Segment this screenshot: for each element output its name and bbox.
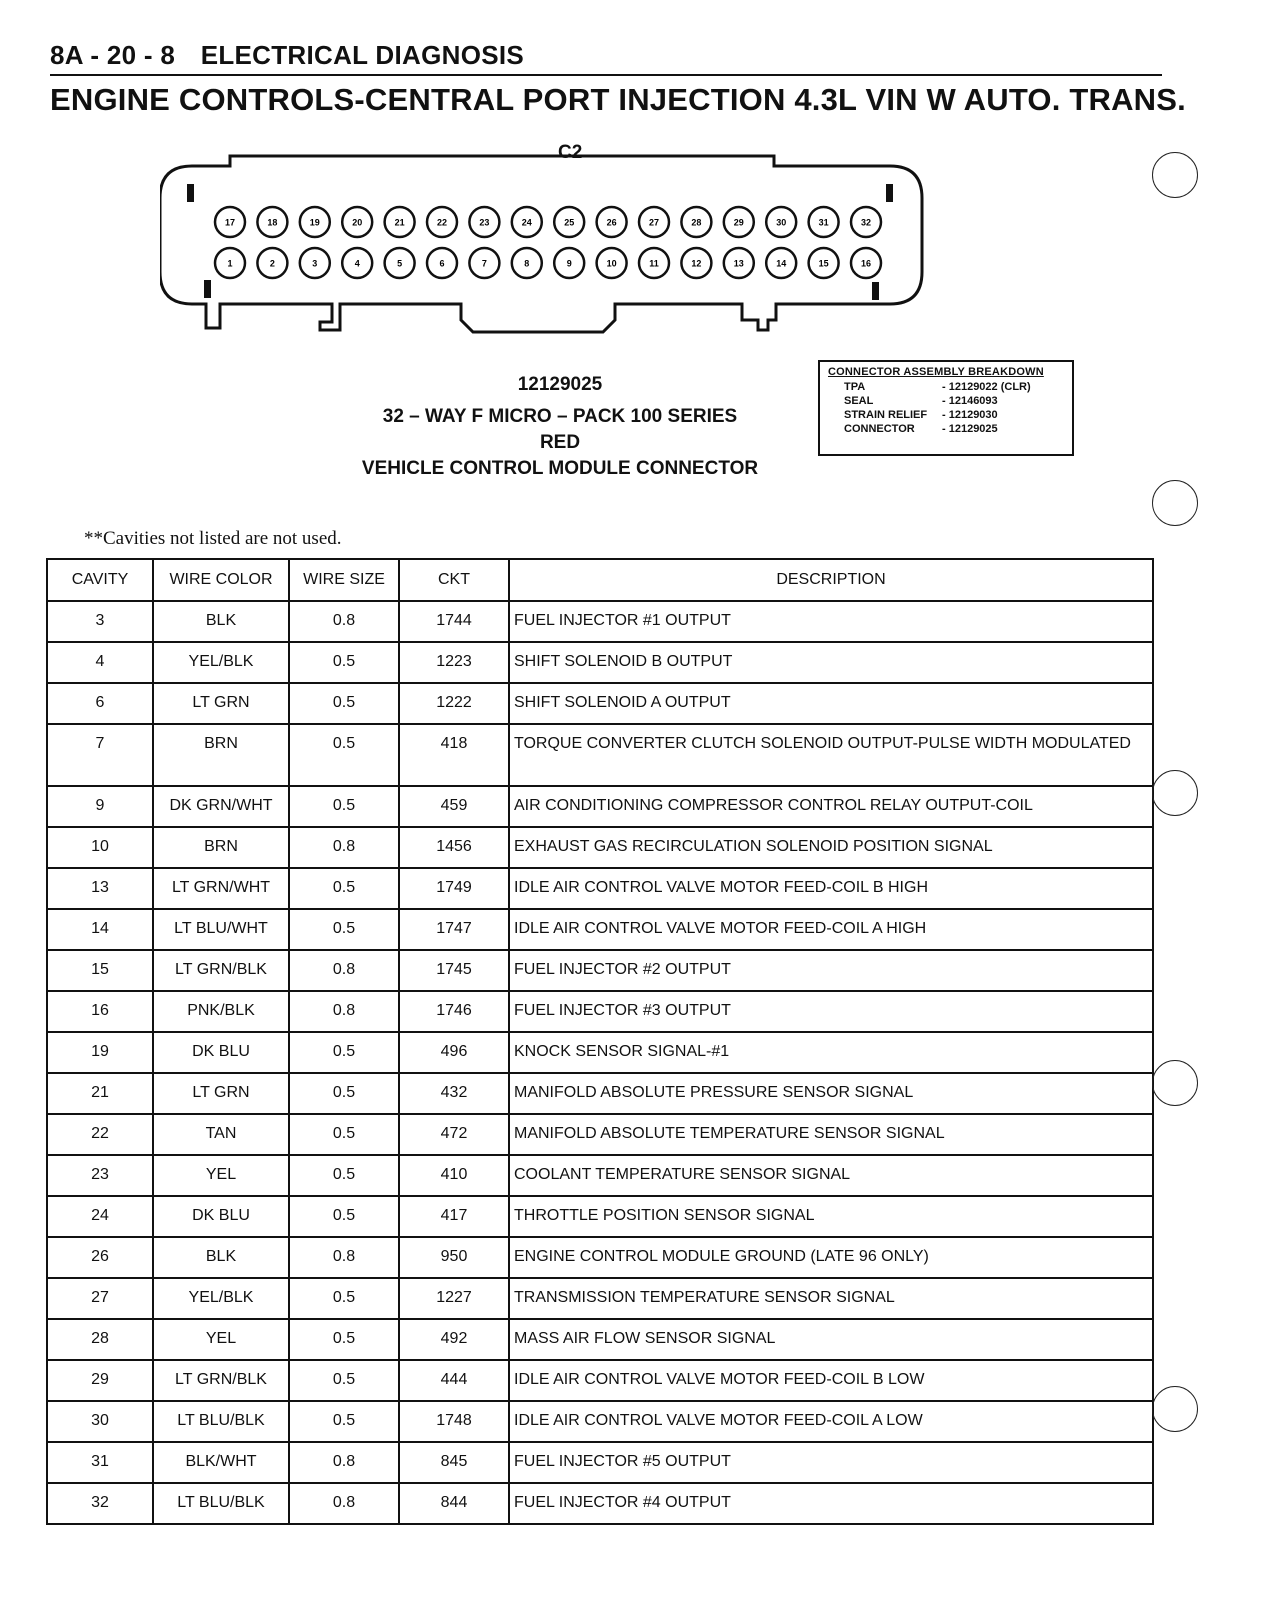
connector-pin-number: 7: [481, 258, 487, 269]
cell-description: SHIFT SOLENOID B OUTPUT: [509, 642, 1153, 683]
assembly-value: - 12129030: [942, 409, 998, 421]
binder-hole: [1152, 770, 1198, 816]
assembly-value: - 12129025: [942, 423, 998, 435]
header-cavity: CAVITY: [47, 559, 153, 601]
cell-cavity: 24: [47, 1196, 153, 1237]
cell-ckt: 410: [399, 1155, 509, 1196]
unused-cavities-note: **Cavities not listed are not used.: [84, 528, 342, 549]
table-row: [47, 1483, 1153, 1524]
connector-pin-number: 1: [227, 258, 233, 269]
binder-hole: [1152, 1060, 1198, 1106]
cell-wire-size: 0.5: [289, 786, 399, 827]
cell-ckt: 418: [399, 724, 509, 786]
connector-pin-number: 21: [394, 217, 405, 228]
cell-ckt: 1745: [399, 950, 509, 991]
table-row: [47, 868, 1153, 909]
cell-ckt: 459: [399, 786, 509, 827]
binder-hole: [1152, 152, 1198, 198]
cell-description: MASS AIR FLOW SENSOR SIGNAL: [509, 1319, 1153, 1360]
assembly-value: - 12129022 (CLR): [942, 381, 1031, 393]
cell-wire-color: LT BLU/BLK: [153, 1483, 289, 1524]
cell-wire-size: 0.5: [289, 1073, 399, 1114]
table-row: [47, 683, 1153, 724]
connector-pin-number: 14: [776, 258, 787, 269]
cell-wire-color: PNK/BLK: [153, 991, 289, 1032]
table-row: [47, 1114, 1153, 1155]
cell-cavity: 28: [47, 1319, 153, 1360]
connector-pin-number: 24: [521, 217, 532, 228]
cell-ckt: 492: [399, 1319, 509, 1360]
pinout-table: [46, 558, 1154, 1525]
cell-wire-size: 0.8: [289, 1483, 399, 1524]
table-row: [47, 950, 1153, 991]
cell-cavity: 6: [47, 683, 153, 724]
cell-cavity: 14: [47, 909, 153, 950]
connector-label: C2: [558, 142, 583, 163]
cell-description: MANIFOLD ABSOLUTE PRESSURE SENSOR SIGNAL: [509, 1073, 1153, 1114]
page-header: [50, 40, 1162, 76]
cell-cavity: 13: [47, 868, 153, 909]
cell-description: FUEL INJECTOR #5 OUTPUT: [509, 1442, 1153, 1483]
cell-ckt: 472: [399, 1114, 509, 1155]
cell-ckt: 1748: [399, 1401, 509, 1442]
connector-pin-number: 26: [606, 217, 617, 228]
cell-wire-color: BRN: [153, 827, 289, 868]
connector-pin-number: 25: [564, 217, 575, 228]
connector-name: VEHICLE CONTROL MODULE CONNECTOR: [361, 458, 759, 479]
cell-ckt: 1456: [399, 827, 509, 868]
table-row: [47, 1401, 1153, 1442]
connector-series: 32 – WAY F MICRO – PACK 100 SERIES: [382, 406, 738, 427]
cell-wire-color: LT GRN: [153, 683, 289, 724]
table-row: [47, 1278, 1153, 1319]
cell-wire-size: 0.8: [289, 950, 399, 991]
table-row: [47, 909, 1153, 950]
cell-cavity: 7: [47, 724, 153, 786]
cell-ckt: 1222: [399, 683, 509, 724]
cell-description: TRANSMISSION TEMPERATURE SENSOR SIGNAL: [509, 1278, 1153, 1319]
cell-ckt: 496: [399, 1032, 509, 1073]
assembly-key: SEAL: [844, 395, 874, 407]
cell-wire-size: 0.8: [289, 601, 399, 642]
connector-pin-number: 20: [352, 217, 363, 228]
connector-pin-number: 16: [860, 258, 872, 269]
cell-wire-color: LT GRN/BLK: [153, 950, 289, 991]
cell-cavity: 21: [47, 1073, 153, 1114]
cell-cavity: 3: [47, 601, 153, 642]
connector-pin-number: 13: [733, 258, 744, 269]
connector-pin-number: 23: [479, 217, 490, 228]
cell-cavity: 29: [47, 1360, 153, 1401]
connector-pin-number: 9: [566, 258, 572, 269]
cell-wire-size: 0.5: [289, 909, 399, 950]
connector-pin-number: 17: [224, 217, 236, 228]
cell-description: FUEL INJECTOR #2 OUTPUT: [509, 950, 1153, 991]
connector-pin-number: 32: [860, 217, 872, 228]
header-ckt: CKT: [399, 559, 509, 601]
cell-wire-size: 0.5: [289, 1032, 399, 1073]
section-number: 8A - 20 - 8: [50, 40, 176, 70]
cell-ckt: 950: [399, 1237, 509, 1278]
assembly-value: - 12146093: [942, 395, 998, 407]
table-row: [47, 1196, 1153, 1237]
cell-description: FUEL INJECTOR #1 OUTPUT: [509, 601, 1153, 642]
connector-pin-number: 27: [648, 217, 660, 228]
page-title: ENGINE CONTROLS-CENTRAL PORT INJECTION 4.3L VIN W AUTO. TRANS.: [50, 82, 1186, 117]
cell-wire-color: LT GRN: [153, 1073, 289, 1114]
connector-pin-number: 22: [436, 217, 448, 228]
connector-pin-number: 5: [397, 258, 403, 269]
cell-wire-size: 0.5: [289, 868, 399, 909]
cell-wire-size: 0.5: [289, 642, 399, 683]
table-row: [47, 1073, 1153, 1114]
connector-pin-number: 31: [818, 217, 829, 228]
connector-pin-number: 28: [691, 217, 702, 228]
cell-cavity: 32: [47, 1483, 153, 1524]
table-row: [47, 827, 1153, 868]
assembly-key: CONNECTOR: [844, 423, 915, 435]
cell-wire-color: TAN: [153, 1114, 289, 1155]
connector-pin-number: 30: [776, 217, 787, 228]
cell-cavity: 15: [47, 950, 153, 991]
table-row: [47, 1155, 1153, 1196]
assembly-row: [828, 394, 1064, 408]
cell-wire-size: 0.8: [289, 827, 399, 868]
cell-description: AIR CONDITIONING COMPRESSOR CONTROL RELAY OUTPUT-COIL: [509, 786, 1153, 827]
table-row: [47, 1237, 1153, 1278]
assembly-key: TPA: [844, 381, 866, 393]
table-row: [47, 724, 1153, 786]
cell-description: FUEL INJECTOR #4 OUTPUT: [509, 1483, 1153, 1524]
cell-wire-size: 0.5: [289, 1114, 399, 1155]
cell-description: TORQUE CONVERTER CLUTCH SOLENOID OUTPUT-PULSE WIDTH MODULATED: [509, 724, 1153, 786]
cell-ckt: 1744: [399, 601, 509, 642]
connector-pin-number: 18: [267, 217, 278, 228]
cell-wire-color: BLK/WHT: [153, 1442, 289, 1483]
cell-wire-color: DK GRN/WHT: [153, 786, 289, 827]
connector-color: RED: [539, 432, 581, 453]
assembly-key: STRAIN RELIEF: [844, 409, 928, 421]
cell-cavity: 22: [47, 1114, 153, 1155]
cell-wire-color: LT GRN/WHT: [153, 868, 289, 909]
assembly-row: [828, 408, 1064, 422]
cell-wire-color: YEL: [153, 1319, 289, 1360]
cell-cavity: 30: [47, 1401, 153, 1442]
cell-wire-color: BLK: [153, 1237, 289, 1278]
cell-ckt: 844: [399, 1483, 509, 1524]
cell-ckt: 1749: [399, 868, 509, 909]
table-row: [47, 991, 1153, 1032]
connector-pin-number: 3: [312, 258, 318, 269]
cell-wire-size: 0.5: [289, 1360, 399, 1401]
cell-wire-size: 0.5: [289, 1155, 399, 1196]
cell-wire-color: BRN: [153, 724, 289, 786]
cell-cavity: 27: [47, 1278, 153, 1319]
table-row: [47, 1319, 1153, 1360]
connector-pin-number: 10: [606, 258, 617, 269]
table-row: [47, 601, 1153, 642]
cell-wire-size: 0.5: [289, 1319, 399, 1360]
cell-wire-size: 0.8: [289, 1237, 399, 1278]
connector-pin-number: 15: [818, 258, 829, 269]
cell-description: COOLANT TEMPERATURE SENSOR SIGNAL: [509, 1155, 1153, 1196]
cell-ckt: 1227: [399, 1278, 509, 1319]
connector-pin-number: 6: [439, 258, 445, 269]
cell-description: IDLE AIR CONTROL VALVE MOTOR FEED-COIL A HIGH: [509, 909, 1153, 950]
cell-wire-color: YEL: [153, 1155, 289, 1196]
cell-wire-size: 0.5: [289, 1278, 399, 1319]
cell-description: SHIFT SOLENOID A OUTPUT: [509, 683, 1153, 724]
cell-description: KNOCK SENSOR SIGNAL-#1: [509, 1032, 1153, 1073]
cell-wire-size: 0.5: [289, 1196, 399, 1237]
cell-description: IDLE AIR CONTROL VALVE MOTOR FEED-COIL B HIGH: [509, 868, 1153, 909]
cell-cavity: 10: [47, 827, 153, 868]
cell-description: FUEL INJECTOR #3 OUTPUT: [509, 991, 1153, 1032]
cell-cavity: 26: [47, 1237, 153, 1278]
cell-wire-color: DK BLU: [153, 1196, 289, 1237]
cell-cavity: 23: [47, 1155, 153, 1196]
cell-cavity: 31: [47, 1442, 153, 1483]
cell-wire-size: 0.5: [289, 724, 399, 786]
assembly-row: [828, 422, 1064, 436]
connector-pin-number: 19: [309, 217, 320, 228]
cell-wire-color: YEL/BLK: [153, 1278, 289, 1319]
table-row: [47, 1032, 1153, 1073]
cell-cavity: 9: [47, 786, 153, 827]
connector-pin-number: 2: [269, 258, 275, 269]
connector-pin-number: 12: [691, 258, 702, 269]
cell-wire-color: YEL/BLK: [153, 642, 289, 683]
connector-pin-number: 8: [524, 258, 530, 269]
cell-ckt: 444: [399, 1360, 509, 1401]
cell-ckt: 417: [399, 1196, 509, 1237]
cell-description: IDLE AIR CONTROL VALVE MOTOR FEED-COIL B LOW: [509, 1360, 1153, 1401]
binder-hole: [1152, 1386, 1198, 1432]
cell-ckt: 1746: [399, 991, 509, 1032]
cell-cavity: 16: [47, 991, 153, 1032]
connector-pin-number: 4: [354, 258, 360, 269]
table-header-row: [47, 559, 1153, 601]
connector-pin-number: 11: [649, 258, 659, 269]
assembly-title: CONNECTOR ASSEMBLY BREAKDOWN: [828, 366, 1044, 378]
cell-ckt: 1747: [399, 909, 509, 950]
cell-wire-color: LT GRN/BLK: [153, 1360, 289, 1401]
cell-ckt: 1223: [399, 642, 509, 683]
cell-description: THROTTLE POSITION SENSOR SIGNAL: [509, 1196, 1153, 1237]
header-description: DESCRIPTION: [509, 559, 1153, 601]
cell-wire-color: LT BLU/WHT: [153, 909, 289, 950]
table-row: [47, 1360, 1153, 1401]
table-row: [47, 642, 1153, 683]
section-title: ELECTRICAL DIAGNOSIS: [200, 40, 525, 70]
cell-description: EXHAUST GAS RECIRCULATION SOLENOID POSITION SIGNAL: [509, 827, 1153, 868]
cell-ckt: 845: [399, 1442, 509, 1483]
cell-description: ENGINE CONTROL MODULE GROUND (LATE 96 ONLY): [509, 1237, 1153, 1278]
cell-wire-size: 0.8: [289, 991, 399, 1032]
header-wire-size: WIRE SIZE: [289, 559, 399, 601]
cell-wire-size: 0.5: [289, 1401, 399, 1442]
cell-description: MANIFOLD ABSOLUTE TEMPERATURE SENSOR SIGNAL: [509, 1114, 1153, 1155]
cell-description: IDLE AIR CONTROL VALVE MOTOR FEED-COIL A LOW: [509, 1401, 1153, 1442]
connector-diagram: [160, 140, 960, 350]
binder-hole: [1152, 480, 1198, 526]
connector-pin-number: 29: [733, 217, 744, 228]
cell-wire-size: 0.8: [289, 1442, 399, 1483]
cell-wire-size: 0.5: [289, 683, 399, 724]
assembly-row: [828, 380, 1064, 394]
header-wire-color: WIRE COLOR: [153, 559, 289, 601]
cell-wire-color: BLK: [153, 601, 289, 642]
table-row: [47, 786, 1153, 827]
connector-outline: [160, 140, 960, 350]
cell-cavity: 19: [47, 1032, 153, 1073]
cell-wire-color: LT BLU/BLK: [153, 1401, 289, 1442]
connector-caption: [300, 372, 820, 482]
connector-assembly-breakdown: [818, 360, 1074, 456]
cell-cavity: 4: [47, 642, 153, 683]
cell-ckt: 432: [399, 1073, 509, 1114]
cell-wire-color: DK BLU: [153, 1032, 289, 1073]
connector-part-number: 12129025: [517, 374, 603, 395]
table-row: [47, 1442, 1153, 1483]
